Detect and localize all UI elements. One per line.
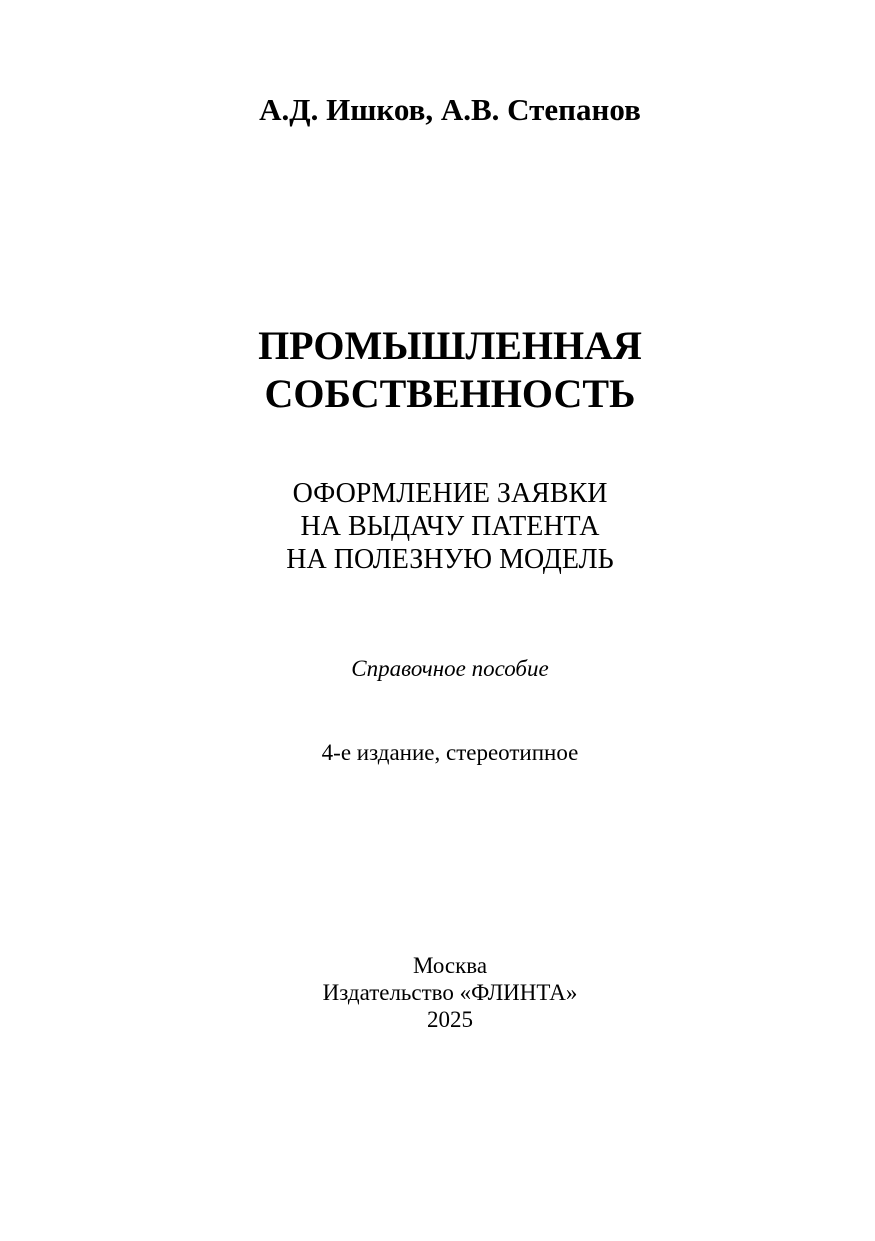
subtitle-line-1: ОФОРМЛЕНИЕ ЗАЯВКИ bbox=[292, 478, 608, 509]
subtitle-line-3: НА ПОЛЕЗНУЮ МОДЕЛЬ bbox=[286, 544, 614, 575]
authors: А.Д. Ишков, А.В. Степанов bbox=[259, 92, 641, 127]
imprint-city: Москва bbox=[412, 953, 488, 978]
imprint-publisher: Издательство «ФЛИНТА» bbox=[322, 980, 578, 1005]
subtitle-line-2: НА ВЫДАЧУ ПАТЕНТА bbox=[300, 511, 600, 542]
book-title-line-1: ПРОМЫШЛЕННАЯ bbox=[258, 323, 642, 368]
edition-note: 4-е издание, стереотипное bbox=[321, 740, 579, 765]
book-genre: Справочное пособие bbox=[351, 656, 549, 681]
book-title-line-2: СОБСТВЕННОСТЬ bbox=[264, 371, 636, 416]
imprint-year: 2025 bbox=[427, 1007, 473, 1032]
